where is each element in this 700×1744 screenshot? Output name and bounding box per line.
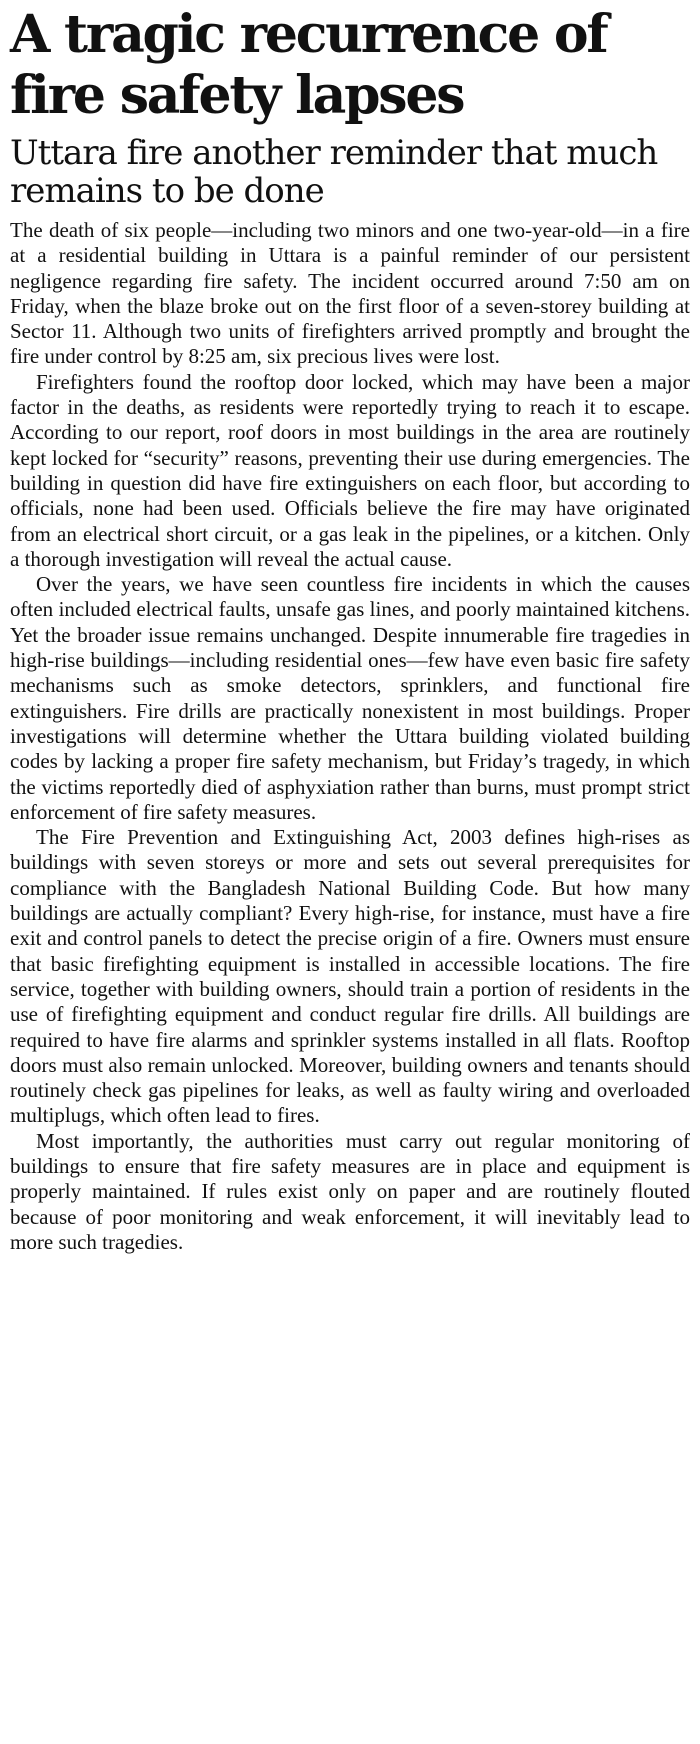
article-body: [10, 218, 690, 1255]
paragraph-3: Over the years, we have seen countless fire incidents in which the causes often included electrical faults, unsafe gas lines, and poorly maintained kitchens. Yet the broader issue remains unchanged. Despite innumerable fire tragedies in high-rise buildings—including residential ones—few have even basic fire safety mechanisms such as smoke detectors, sprinklers, and functional fire extinguishers. Fire drills are practically nonexistent in most buildings. Proper investigations will determine whether the Uttara building violated building codes by lacking a proper fire safety mechanism, but Friday’s tragedy, in which the victims reportedly died of asphyxiation rather than burns, must prompt strict enforcement of fire safety measures.: [10, 572, 690, 824]
paragraph-2: Firefighters found the rooftop door locked, which may have been a major factor in the deaths, as residents were reportedly trying to reach it to escape. According to our report, roof doors in most buildings in the area are routinely kept locked for “security” reasons, preventing their use during emergencies. The building in question did have fire extinguishers on each floor, but according to officials, none had been used. Officials believe the fire may have originated from an electrical short circuit, or a gas leak in the pipelines, or a kitchen. Only a thorough investigation will reveal the actual cause.: [10, 369, 690, 571]
paragraph-4: The Fire Prevention and Extinguishing Act, 2003 defines high-rises as buildings with seven storeys or more and sets out several prerequisites for compliance with the Bangladesh National Building Code. But how many buildings are actually compliant? Every high-rise, for instance, must have a fire exit and control panels to detect the precise origin of a fire. Owners must ensure that basic firefighting equipment is installed in accessible locations. The fire service, together with building owners, should train a portion of residents in the use of firefighting equipment and conduct regular fire drills. All buildings are required to have fire alarms and sprinkler systems installed in all flats. Rooftop doors must also remain unlocked. Moreover, building owners and tenants should routinely check gas pipelines for leaks, as well as faulty wiring and overloaded multiplugs, which often lead to fires.: [10, 825, 690, 1128]
paragraph-1: The death of six people—including two minors and one two-year-old—in a fire at a residential building in Uttara is a painful reminder of our persistent negligence regarding fire safety. The incident occurred around 7:50 am on Friday, when the blaze broke out on the first floor of a seven-storey building at Sector 11. Although two units of firefighters arrived promptly and brought the fire under control by 8:25 am, six precious lives were lost.: [10, 218, 690, 369]
headline: A tragic recurrence of fire safety lapses: [10, 4, 607, 126]
subheadline: Uttara fire another reminder that much remains to be done: [10, 133, 658, 211]
paragraph-5: Most importantly, the authorities must carry out regular monitoring of buildings to ensure that fire safety measures are in place and equipment is properly maintained. If rules exist only on paper and are routinely flouted because of poor monitoring and weak enforcement, it will inevitably lead to more such tragedies.: [10, 1128, 690, 1254]
